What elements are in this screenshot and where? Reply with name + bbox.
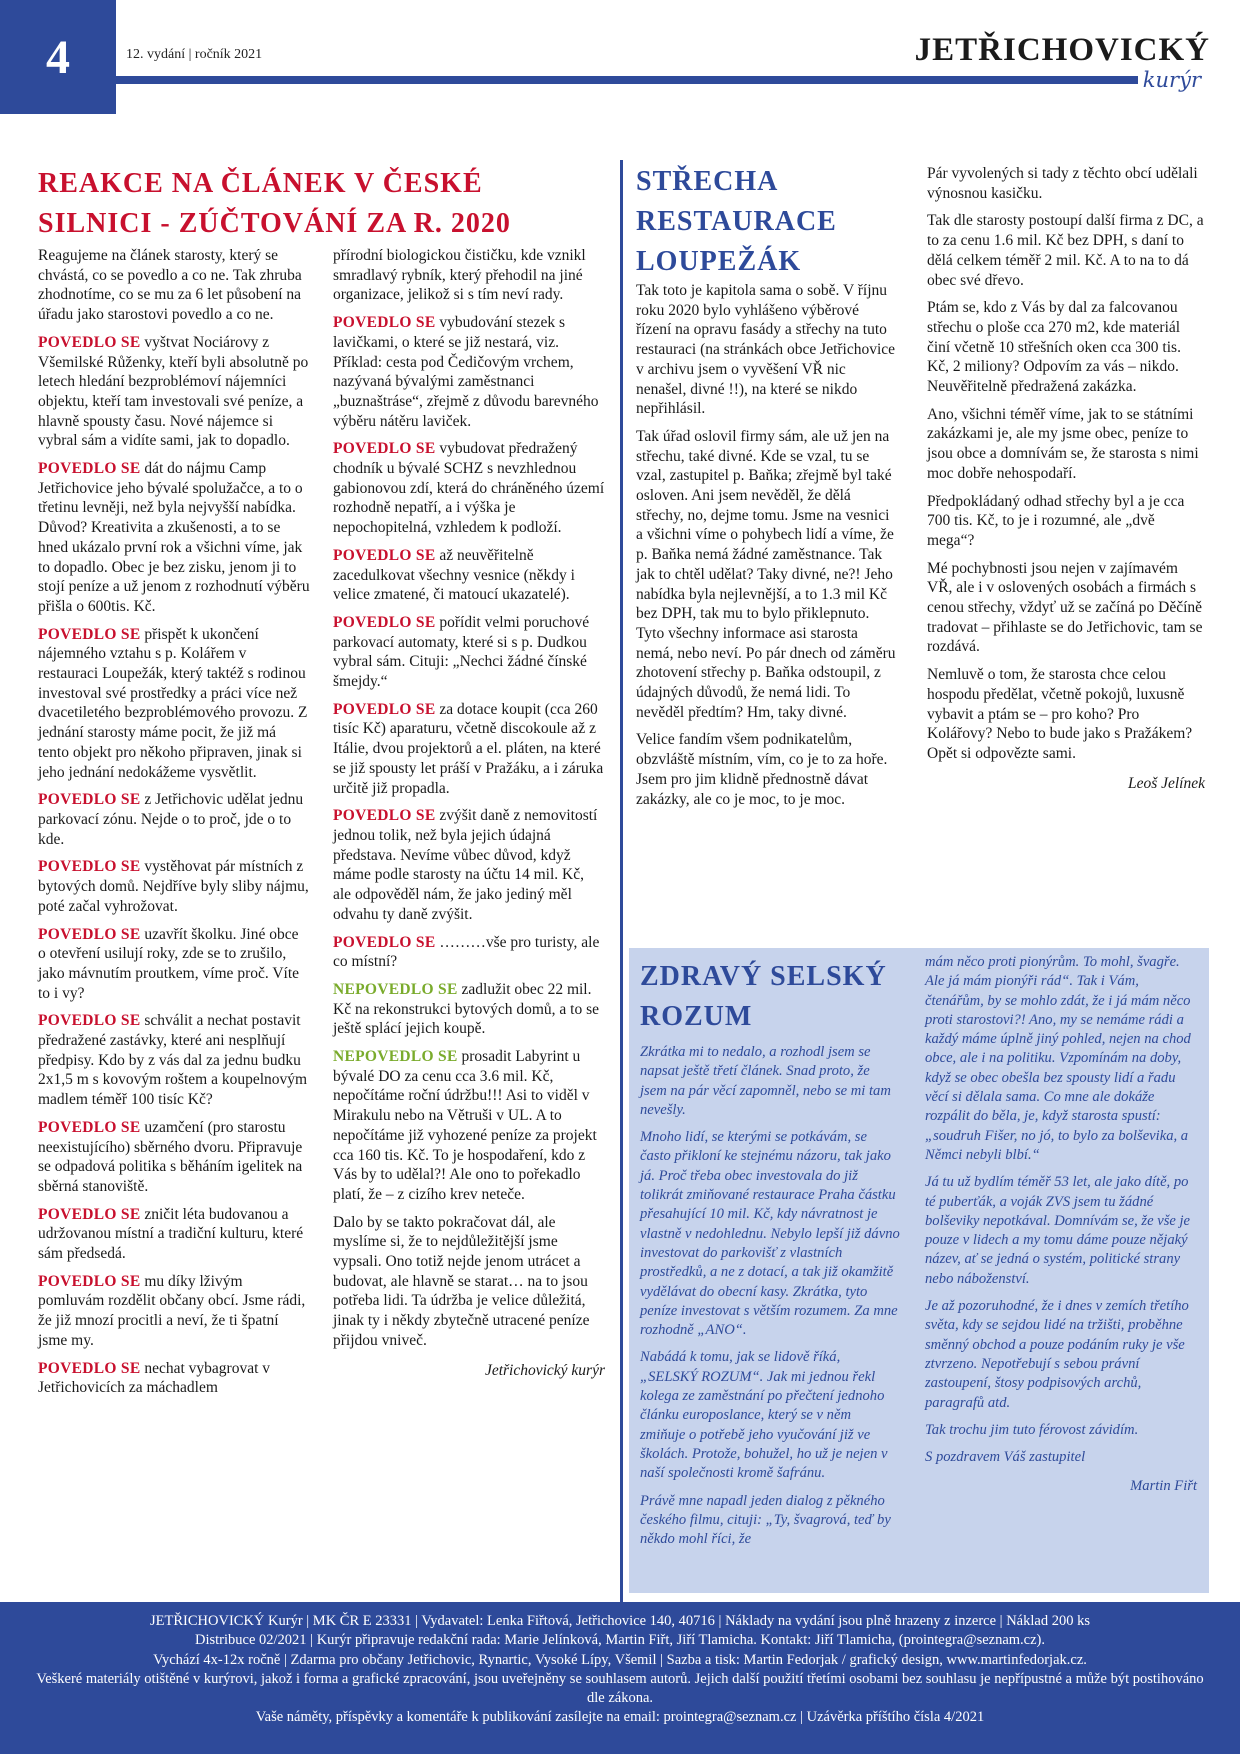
paragraph	[38, 1011, 310, 1110]
paragraph	[333, 613, 605, 692]
paragraph	[38, 625, 310, 783]
paragraph	[38, 459, 310, 617]
paragraph	[333, 700, 605, 799]
lead-phrase: POVEDLO SE	[38, 858, 141, 876]
footer-line-5: Vaše náměty, příspěvky a komentáře k publikování zasílejte na email: prointegra@seznam.cz | Uzávěrka příštího čísla 4/2021	[255, 1709, 985, 1726]
paragraph-text: mu díky lživým pomluvám rozdělit občany obcí. Jsme rádi, že již mnozí procitli a neví, že ti špatní jsme my.	[38, 1272, 306, 1349]
paragraph-text: vybudovat předražený chodník u bývalé SCHZ s nevzhlednou gabionovou zdí, která do chráněného území rozhodně nepatří, a i výška je nepochopitelná, vzhledem k podloží.	[333, 440, 605, 537]
article1-column-2	[333, 246, 605, 1388]
lead-phrase: POVEDLO SE	[38, 333, 141, 351]
paragraph: Ptám se, kdo z Vás by dal za falcovanou střechu o ploše cca 270 m2, kde materiál činí včetně 10 střešních oken cca 300 tis. Kč, 2 miliony? Odpovím za vás – nikdo. Neuvěřitelně předražená zakázka.	[927, 299, 1181, 396]
paragraph: Tak toto je kapitola sama o sobě. V říjnu roku 2020 bylo vyhlášeno výběrové řízení na opravu fasády a střechy na tuto restauraci (na stránkách obce Jetřichovice v archivu jsem o vyvěšení VŘ nic nenašel, divné !!), na které se nikdo nepřihlásil.	[636, 282, 896, 418]
article2-column-1	[636, 281, 898, 817]
lead-phrase: POVEDLO SE	[38, 460, 141, 478]
footer	[0, 1602, 1240, 1754]
page-number: 4	[0, 0, 116, 114]
paragraph: Právě mne napadl jeden dialog z pěkného českého filmu, cituji: „Ty, švagrová, teď by někdo mohl říci, že	[640, 1492, 891, 1548]
article3-title: ZDRAVÝ SELSKÝ ROZUM	[640, 961, 887, 1032]
lead-phrase: POVEDLO SE	[333, 613, 436, 631]
author-signature: Leoš Jelínek	[1127, 774, 1205, 792]
paragraph	[38, 925, 310, 1004]
lead-phrase: POVEDLO SE	[38, 1359, 141, 1377]
paragraph	[38, 857, 310, 916]
lead-phrase: POVEDLO SE	[38, 1118, 141, 1136]
paragraph-text: zvýšit daně z nemovitostí jednou tolik, než byla jejich údajná představa. Nevíme vůbec důvod, když máme podle starosty na účtu 14 mil. Kč, ale odpověděl nám, že jako jediný měl odvahu ty daně zvýšit.	[333, 807, 598, 923]
paragraph-text: přírodní biologickou čističku, kde vznikl smradlavý rybník, který přehodil na jiné organizace, jelikož si s tím neví rady.	[333, 247, 586, 304]
paragraph-text: zadlužit obec 22 mil. Kč na rekonstrukci bytových domů, a to se ještě splácí jejich koupě.	[333, 980, 600, 1038]
paragraph-text: až neuvěřitelně zacedulkovat všechny vesnice (někdy i velice zmatené, či matoucí ukazatelé).	[333, 546, 575, 604]
paragraph-text: za dotace koupit (cca 260 tisíc Kč) aparaturu, včetně discokoule až z Itálie, dvou projektorů a el. pláten, na které se již spousty let práší v Pražáku, a i záruka určitě již propadla.	[333, 700, 604, 797]
lead-phrase: POVEDLO SE	[38, 1012, 141, 1030]
paragraph-text: uzavřít školku. Jiné obce o otevření usilují roky, zde se to zrušilo, jako mávnutím proutkem, víme proč. Víte to i vy?	[38, 925, 300, 1002]
lead-phrase: POVEDLO SE	[333, 546, 436, 564]
paragraph	[333, 980, 605, 1039]
paragraph: Tak úřad oslovil firmy sám, ale už jen na střechu, také divné. Kde se vzal, tu se vzal, zastupitel p. Baňka; zřejmě byl také osloven. Ani jsem nevěděl, že dělá střechy, no, dejme tomu. Jsme na vesnici a všichni víme o pohybech lidí a víme, že p. Baňka nemá žádné zaměstnance. Tak jak to chtěl udělat? Taky divné, ne?! Jeho nabídka byla nejlevnější, a to 1.3 mil Kč bez DPH, tak mu to bylo přiklepnuto. Tyto všechny informace asi starosta nemá, nebo neví. Po pár dnech od záměru zhotovení střechy p. Baňka odstoupil, z údajných důvodů, že nemá lidi. To nevěděl předtím? Hm, taky divné.	[636, 427, 896, 721]
paragraph: Nabádá k tomu, jak se lidově říká, „SELSKÝ ROZUM“. Jak mi jednou řekl kolega ze zaměstnání po přečtení jednoho článku europoslance, který se v něm zmiňuje o potřebě jeho vyučování již ve školách. Protože, bohužel, ho už je nejen v naší společnosti kromě šafránu.	[640, 1349, 888, 1482]
paragraph	[38, 246, 310, 325]
masthead-subtitle: kurýr	[1138, 68, 1206, 92]
paragraph	[38, 333, 310, 451]
lead-phrase: POVEDLO SE	[38, 1205, 141, 1223]
article3-column-1	[640, 1043, 900, 1557]
footer-line-3: Vychází 4x-12x ročně | Zdarma pro občany Jetřichovic, Rynartic, Vysoké Lípy, Všemil | Sazba a tisk: Martin Fedorjak / grafický design, www.martinfedorjak.cz.	[153, 1651, 1087, 1668]
paragraph: Mé pochybnosti jsou nejen v zajímavém VŘ, ale i v oslovených osobách a firmách s cenou střechy, vždyť už se začíná po Děčíně tradovat – přihlaste se do Jetřichovic, tam se rozdává.	[927, 559, 1203, 656]
paragraph: Tak dle starosty postoupí další firma z DC, a to za cenu 1.6 mil. Kč bez DPH, s daní to dělá celkem téměř 2 mil. Kč. A to na to dá obec své dřevo.	[927, 212, 1204, 289]
column-divider	[620, 160, 623, 1602]
paragraph	[38, 1272, 310, 1351]
lead-phrase: POVEDLO SE	[38, 925, 141, 943]
paragraph	[333, 1213, 605, 1351]
paragraph-text: vyštvat Nociárovy z Všemilské Růženky, kteří byli absolutně po letech hledání bezproblémoví nájemníci objektu, kteří tam investovali své peníze, a hlavně spousty času. Nové nájemce si vybral sám a vidíte sami, jak to dopadlo.	[38, 333, 309, 450]
lead-phrase: POVEDLO SE	[38, 791, 141, 809]
issue-info: 12. vydání | ročník 2021	[126, 47, 263, 62]
paragraph-text: nechat vybagrovat v Jetřichovicích za máchadlem	[38, 1359, 271, 1397]
article1-column-1	[38, 246, 310, 1406]
author-signature: Jetřichovický kurýr	[484, 1361, 605, 1379]
paragraph: Tak trochu jim tuto férovost závidím.	[925, 1421, 1139, 1438]
paragraph	[333, 546, 605, 605]
author-signature: Martin Fiřt	[1130, 1478, 1197, 1495]
lead-phrase: POVEDLO SE	[333, 440, 436, 458]
paragraph-text: přispět k ukončení nájemného vztahu s p. Kolářem v restauraci Loupežák, který taktéž s rodinou investoval své prostředky a práci více než dvacetiletého bezproblémového provozu. Z jednání starosty máme pocit, že již má tento objekt pro někoho připraven, jinak si jeho jednání nedokážeme vysvětlit.	[38, 625, 308, 781]
paragraph	[38, 790, 310, 849]
paragraph: Velice fandím všem podnikatelům, obzvláště místním, vím, co je to za hoře. Jsem pro jim klidně přednostně dávat zakázky, ale co je moc, to je moc.	[636, 731, 888, 808]
paragraph: Je až pozoruhodné, že i dnes v zemích třetího světa, kdy se sejdou lidé na tržišti, proběhne směnný obchod a pouze podáním ruky je vše ztvrzeno. Nepotřebují s sebou právní zastoupení, štosy podpisových archů, paragrafů atd.	[925, 1298, 1189, 1411]
article2-column-2	[927, 164, 1205, 801]
paragraph: Ano, všichni téměř víme, jak to se státními zakázkami je, ale my jsme obec, peníze to jsou obce a domnívám se, že starosta s nimi moc dobře nehospodaří.	[927, 405, 1199, 482]
footer-line-1: JETŘICHOVICKÝ Kurýr | MK ČR E 23331 | Vydavatel: Lenka Fiřtová, Jetřichovice 140, 40716 | Náklady na vydání jsou plně hrazeny z inzerce | Náklad 200 ks	[150, 1613, 1090, 1629]
paragraph	[333, 1047, 605, 1205]
paragraph-text: pořídit velmi poruchové parkovací automaty, které si s p. Dudkou vybral sám. Cituji: „Nechci žádné čínské šmejdy.“	[333, 613, 590, 691]
paragraph-text: Reagujeme na článek starosty, který se chvástá, co se povedlo a co ne. Tak zhruba zhodnotíme, co se mu za 6 let působení na úřadu jako starostovi povedlo a co ne.	[38, 247, 302, 324]
paragraph	[333, 313, 605, 431]
paragraph-text: dát do nájmu Camp Jetřichovice jeho bývalé spolužačce, a to o třetinu levněji, než byla nejvyšší nabídka. Důvod? Kreativita a zkušenosti, a to se hned ukázalo první rok a všichni víme, jak to dopadlo. Obec je bez zisku, jenom ji to stojí peníze a už jenom z rozhodnutí výběru přišla o 600tis. Kč.	[38, 460, 310, 615]
article2-title: STŘECHA RESTAURACE LOUPEŽÁK	[636, 166, 837, 277]
lead-phrase: NEPOVEDLO SE	[333, 1048, 458, 1066]
masthead-title: JETŘICHOVICKÝ	[914, 32, 1210, 68]
paragraph: Předpokládaný odhad střechy byl a je cca 700 tis. Kč, to je i rozumné, ale „dvě mega“?	[927, 492, 1185, 549]
paragraph	[333, 806, 605, 924]
paragraph-text: ………vše pro turisty, ale co místní?	[333, 933, 600, 971]
footer-line-2: Distribuce 02/2021 | Kurýr připravuje redakční rada: Marie Jelínková, Martin Fiřt, Jiří Tlamicha. Kontakt: Jiří Tlamicha, (prointegra@seznam.cz).	[194, 1632, 1046, 1649]
lead-phrase: POVEDLO SE	[333, 314, 436, 332]
article3-column-2	[925, 953, 1197, 1505]
paragraph	[38, 1205, 310, 1264]
lead-phrase: NEPOVEDLO SE	[333, 980, 458, 998]
lead-phrase: POVEDLO SE	[333, 933, 436, 951]
lead-phrase: POVEDLO SE	[38, 1272, 141, 1290]
paragraph	[333, 246, 605, 305]
paragraph: S pozdravem Váš zastupitel	[925, 1449, 1086, 1466]
footer-line-4: Veškeré materiály otištěné v kurýrovi, jakož i forma a grafické zpracování, jsou uveřejněny se souhlasem autorů. Jejich další použití třetími osobami bez souhlasu je nepřípustné a může být postihováno dle zákona.	[36, 1670, 1204, 1707]
article1-title: REAKCE NA ČLÁNEK V ČESKÉ SILNICI - ZÚČTOVÁNÍ ZA R. 2020	[38, 168, 511, 239]
paragraph	[333, 439, 605, 538]
paragraph: Zkrátka mi to nedalo, a rozhodl jsem se napsat ještě třetí článek. Snad proto, že jsem na pár věcí zapomněl, nebo se mi tam nevešly.	[640, 1044, 891, 1118]
paragraph-text: vybudování stezek s lavičkami, o které se již nestará, viz. Příklad: cesta pod Čedičovým vrchem, nazývaná bývalými zaměstnanci „buznaštráse“, zřejmě z důvodu barevného výběru nátěru laviček.	[333, 314, 599, 430]
paragraph-text: prosadit Labyrint u bývalé DO za cenu cca 3.6 mil. Kč, nepočítáme roční údržbu!!! Asi to viděl v Mirakulu nebo na Větruši v UL. A to nepočítáme již vyhozené peníze za projekt cca 160 tis. Kč. To je hospodaření, kdo z Vás by to udělal?! Ale ono to pořekadlo platí, že – z cizího krev neteče.	[333, 1048, 597, 1203]
lead-phrase: POVEDLO SE	[333, 807, 436, 825]
masthead-rule	[116, 76, 1200, 84]
paragraph: mám něco proti pionýrům. To mohl, švagře. Ale já mám pionýři rád“. Tak i Vám, čtenářům, by se mohlo zdát, že i já mám něco proti starostovi?! Ano, my se nemáme rádi a každý máme úplně jiný pohled, nejen na chod obce, ale i na politiku. Vzpomínám na doby, když se obec obešla bez spousty lidí a řadu věcí si dělala sama. Co mne ale dokáže rozpálit do běla, je, když starosta spustí: „soudruh Fišer, no jó, to bylo za bolševika, a Němci nebyli blbí.“	[925, 954, 1191, 1163]
paragraph-text: Dalo by se takto pokračovat dál, ale myslíme si, že to nejdůležitější jsme vypsali. Ono totiž nejde jenom utrácet a budovat, ale hlavně se starat… na to jsou potřeba lidi. Ta údržba je velice důležitá, jinak ty i někdy zbytečně utracené peníze přijdou vniveč.	[333, 1213, 590, 1349]
paragraph-text: zničit léta budovanou a udržovanou místní a tradiční kulturu, které sám předsedá.	[38, 1205, 304, 1263]
paragraph: Nemluvě o tom, že starosta chce celou hospodu předělat, včetně pokojů, luxusně vybavit a ptám se – pro koho? Pro Kolářovy? Nebo to bude jako s Pražákem? Opět si odpovězte sami.	[927, 666, 1193, 762]
paragraph-text: z Jetřichovic udělat jednu parkovací zónu. Nejde o to proč, jde o to kde.	[38, 791, 304, 848]
paragraph: Mnoho lidí, se kterými se potkávám, se často přikloní ke stejnému názoru, tak jako já. Proč třeba obec investovala do již tolikrát zmiňované restaurace Praha částku přesahující 10 mil. Kč, kdy návratnost je vlastně v nedohlednu. Nebylo lepší již dávno investovat do parkovišť z vlastních prostředků, a ne z dotací, a tak již okamžitě vydělávat do obecní kasy. Zkrátka, tyto peníze investovat s větším rozumem. Za mne rozhodně „ANO“.	[640, 1129, 900, 1339]
lead-phrase: POVEDLO SE	[333, 700, 436, 718]
paragraph: Pár vyvolených si tady z těchto obcí udělali výnosnou kasičku.	[927, 165, 1198, 202]
paragraph-text: uzamčení (pro starostu neexistujícího) sběrného dvoru. Připravuje se odpadová politika s běháním igelitek na sběrná stanoviště.	[38, 1118, 303, 1195]
paragraph-text: vystěhovat pár místních z bytových domů. Nejdříve byly sliby nájmu, poté začal vyhrožovat.	[38, 858, 309, 915]
paragraph-text: schválit a nechat postavit předražené zastávky, které ani nesplňují předpisy. Kdo by z vás dal za jednu budku 2x1,5 m s kovovým roštem a koupelnovým madlem téměř 100 tisíc Kč?	[38, 1012, 308, 1109]
paragraph: Já tu už bydlím téměř 53 let, ale jako dítě, po té puberťák, a voják ZVS jsem tu žádné bolševiky nepotkával. Domnívám se, že vše je pouze v lidech a my tomu dáme pouze nějaký název, ať se jedná o systém, politické strany nebo náboženství.	[925, 1174, 1191, 1287]
paragraph	[38, 1118, 310, 1197]
paragraph	[38, 1359, 310, 1398]
paragraph	[333, 933, 605, 972]
lead-phrase: POVEDLO SE	[38, 625, 141, 643]
